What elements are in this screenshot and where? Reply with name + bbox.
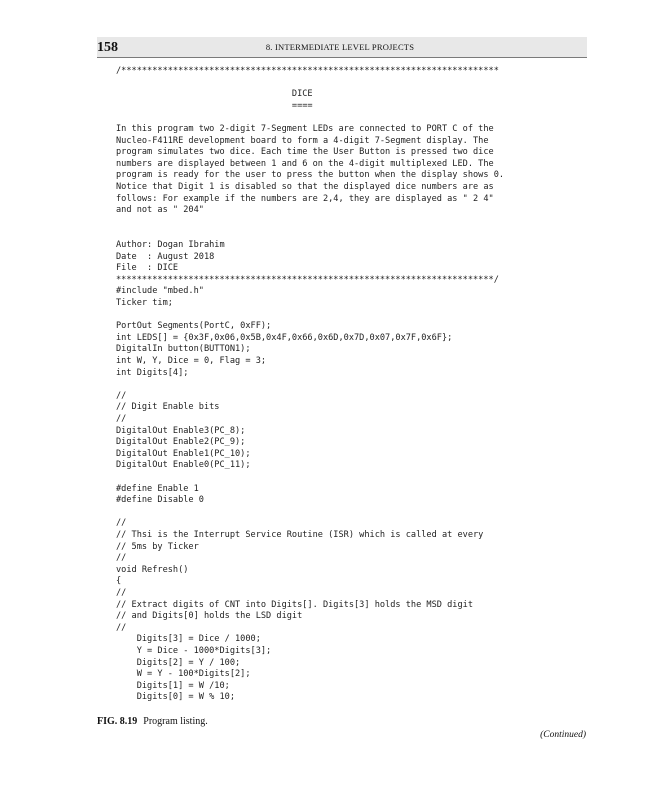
code-line: // and Digits[0] holds the LSD digit xyxy=(116,611,303,622)
code-line: DICE xyxy=(116,89,313,100)
code-line: *************************************************************************/ xyxy=(116,274,499,285)
figure-label: FIG. 8.19 xyxy=(97,716,138,727)
code-line: Y = Dice - 1000*Digits[3]; xyxy=(116,646,272,656)
code-line: Digits[0] = W % 10; xyxy=(116,692,235,703)
code-line: #define Disable 0 xyxy=(116,495,204,506)
code-line: /************************************************************************* xyxy=(116,66,499,76)
code-listing xyxy=(116,66,586,706)
code-line: In this program two 2-digit 7-Segment LEDs are connected to PORT C of the xyxy=(116,124,494,134)
code-line: DigitalOut Enable2(PC_9); xyxy=(116,437,246,448)
code-line: Digits[2] = Y / 100; xyxy=(116,657,241,668)
code-line: #define Enable 1 xyxy=(116,483,199,494)
code-line: Digits[1] = W /10; xyxy=(116,680,230,691)
code-line: Author: Dogan Ibrahim xyxy=(116,240,225,250)
page-number: 158 xyxy=(97,40,118,55)
code-line: Date : August 2018 xyxy=(116,251,215,262)
code-line: // xyxy=(116,390,127,401)
code-line: // Digit Enable bits xyxy=(116,402,220,413)
code-line: DigitalIn button(BUTTON1); xyxy=(116,344,251,355)
figure-caption xyxy=(97,716,208,727)
figure-caption-text: Program listing. xyxy=(143,716,208,727)
code-line: int Digits[4]; xyxy=(116,367,189,378)
code-line: numbers are displayed between 1 and 6 on the 4-digit multiplexed LED. The xyxy=(116,158,494,169)
code-line: // xyxy=(116,518,127,529)
code-line: // xyxy=(116,414,127,424)
continued-note: (Continued) xyxy=(540,730,586,740)
code-line: int LEDS[] = {0x3F,0x06,0x5B,0x4F,0x66,0x6D,0x7D,0x07,0x7F,0x6F}; xyxy=(116,332,453,343)
code-line: // xyxy=(116,553,127,564)
code-line: // 5ms by Ticker xyxy=(116,541,199,552)
code-line: program is ready for the user to press the button when the display shows 0. xyxy=(116,170,505,181)
code-line: and not as " 204" xyxy=(116,205,204,216)
code-line: // xyxy=(116,622,127,633)
code-line: Ticker tim; xyxy=(116,298,173,308)
code-line: int W, Y, Dice = 0, Flag = 3; xyxy=(116,356,267,366)
code-line: // xyxy=(116,588,127,598)
code-line: File : DICE xyxy=(116,263,179,274)
code-line: W = Y - 100*Digits[2]; xyxy=(116,669,251,680)
code-line: DigitalOut Enable1(PC_10); xyxy=(116,448,251,459)
chapter-title: 8. INTERMEDIATE LEVEL PROJECTS xyxy=(265,42,415,52)
code-line: // Thsi is the Interrupt Service Routine (ISR) which is called at every xyxy=(116,530,484,540)
code-line: Digits[3] = Dice / 1000; xyxy=(116,634,261,645)
code-line: DigitalOut Enable0(PC_11); xyxy=(116,460,251,471)
code-line: #include "mbed.h" xyxy=(116,286,204,297)
code-line: Nucleo-F411RE development board to form a 4-digit 7-Segment display. The xyxy=(116,135,489,146)
code-line: DigitalOut Enable3(PC_8); xyxy=(116,425,246,436)
code-line: // Extract digits of CNT into Digits[]. Digits[3] holds the MSD digit xyxy=(116,599,473,610)
code-line: { xyxy=(116,576,122,587)
code-line: follows: For example if the numbers are 2,4, they are displayed as " 2 4" xyxy=(116,193,494,204)
code-line: void Refresh() xyxy=(116,564,189,575)
code-line: program simulates two dice. Each time the User Button is pressed two dice xyxy=(116,147,494,158)
code-line: ==== xyxy=(116,100,313,111)
code-line: Notice that Digit 1 is disabled so that the displayed dice numbers are as xyxy=(116,182,494,192)
code-line: PortOut Segments(PortC, 0xFF); xyxy=(116,321,272,332)
